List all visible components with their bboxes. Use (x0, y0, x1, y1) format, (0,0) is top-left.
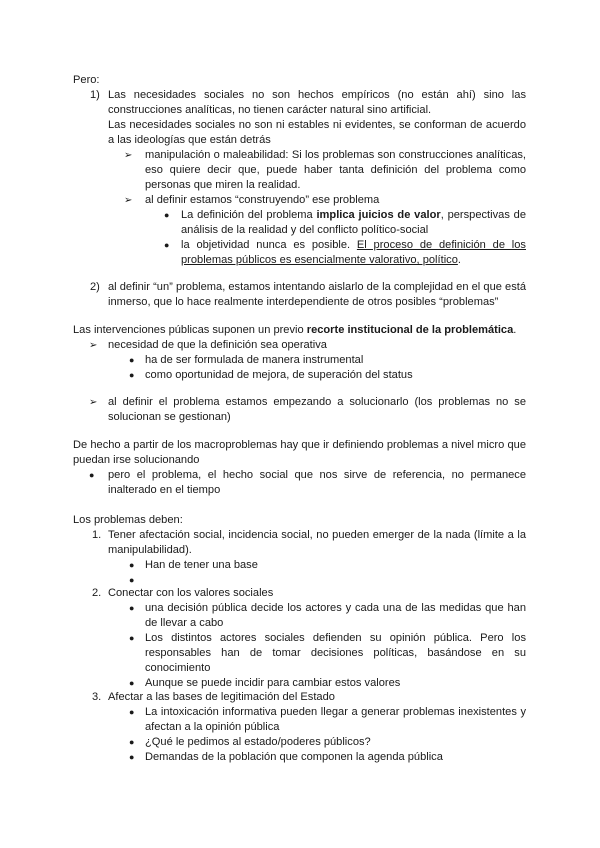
paragraph-line: Conectar con los valores sociales (108, 587, 274, 599)
paragraph-line: ¿Qué le pedimos al estado/poderes públicos? (145, 736, 371, 748)
paragraph-line: Han de tener una base (145, 559, 258, 571)
bullet-icon: ● (129, 737, 135, 747)
paragraph-line: De hecho a partir de los macroproblemas hay que ir definiendo problemas a nivel micro que (73, 439, 526, 451)
list-number: 2. (92, 587, 102, 599)
paragraph-line: manipulabilidad). (108, 544, 192, 556)
bullet-icon: ● (129, 707, 135, 717)
bullet-icon: ● (164, 240, 170, 250)
paragraph-line: Tener afectación social, incidencia social, no pueden emerger de la nada (límite a la (108, 529, 526, 541)
list-number: 1) (90, 89, 100, 101)
paragraph-line: construcciones analíticas, no tienen carácter natural sino artificial. (108, 104, 432, 116)
paragraph-line: ha de ser formulada de manera instrumental (145, 354, 364, 366)
intro-text: Pero: (73, 74, 100, 86)
paragraph-line: Los distintos actores sociales defienden su opinión pública. Pero los (145, 632, 526, 644)
paragraph-line: pero el problema, el hecho social que nos sirve de referencia, no permanece (108, 469, 526, 481)
arrow-bullet-icon: ➢ (89, 340, 98, 351)
paragraph-line: la objetividad nunca es posible. El proceso de definición de los (181, 239, 526, 251)
arrow-bullet-icon: ➢ (124, 195, 133, 206)
list-number: 3. (92, 691, 102, 703)
paragraph-line: Los problemas deben: (73, 514, 183, 526)
paragraph-line: La intoxicación informativa pueden llegar a generar problemas inexistentes y (145, 706, 526, 718)
bullet-icon: ● (89, 470, 95, 480)
bullet-icon: ● (129, 752, 135, 762)
paragraph-line: eso quiere decir que, puede haber tanta definición del problema como (145, 164, 526, 176)
paragraph-line: responsables han de tomar decisiones políticas, basándose en su (145, 647, 526, 659)
arrow-bullet-icon: ➢ (124, 150, 133, 161)
paragraph-line: a las ideologías que están detrás (108, 134, 271, 146)
paragraph-line: una decisión pública decide los actores y cada una de las medidas que han (145, 602, 526, 614)
paragraph-line: como oportunidad de mejora, de superación del status (145, 369, 413, 381)
paragraph-line: al definir estamos “construyendo” ese problema (145, 194, 380, 206)
paragraph-line: Las necesidades sociales no son hechos empíricos (no están ahí) sino las (108, 89, 526, 101)
arrow-bullet-icon: ➢ (89, 397, 98, 408)
paragraph-line: Las intervenciones públicas suponen un previo recorte institucional de la problemática. (73, 324, 517, 336)
paragraph-line: personas que miren la realidad. (145, 179, 301, 191)
bullet-icon: ● (129, 575, 135, 585)
bullet-icon: ● (129, 560, 135, 570)
list-number: 1. (92, 529, 102, 541)
paragraph-line: puedan irse solucionando (73, 454, 200, 466)
bullet-icon: ● (129, 633, 135, 643)
paragraph-line: necesidad de que la definición sea operativa (108, 339, 327, 351)
paragraph-line: La definición del problema implica juicios de valor, perspectivas de (181, 209, 526, 221)
paragraph-line: de llevar a cabo (145, 617, 224, 629)
paragraph-line: Las necesidades sociales no son ni estables ni evidentes, se conforman de acuerdo (108, 119, 526, 131)
paragraph-line: problemas públicos es esencialmente valorativo, político. (181, 254, 461, 266)
bullet-icon: ● (129, 370, 135, 380)
paragraph-line: conocimiento (145, 662, 211, 674)
paragraph-line: Aunque se puede incidir para cambiar estos valores (145, 677, 401, 689)
paragraph-line: manipulación o maleabilidad: Si los problemas son construcciones analíticas, (145, 149, 526, 161)
paragraph-line: Demandas de la población que componen la agenda pública (145, 751, 443, 763)
paragraph-line: afectan a la opinión pública (145, 721, 280, 733)
list-number: 2) (90, 281, 100, 293)
paragraph-line: al definir “un” problema, estamos intentando aislarlo de la complejidad en el que está (108, 281, 526, 293)
paragraph-line: solucionan se gestionan) (108, 411, 231, 423)
paragraph-line: Afectar a las bases de legitimación del Estado (108, 691, 335, 703)
paragraph-line: análisis de la realidad y del conflicto político-social (181, 224, 429, 236)
bullet-icon: ● (164, 210, 170, 220)
paragraph-line: inalterado en el tiempo (108, 484, 221, 496)
bullet-icon: ● (129, 355, 135, 365)
bullet-icon: ● (129, 603, 135, 613)
paragraph-line: al definir el problema estamos empezando a solucionarlo (los problemas no se (108, 396, 526, 408)
bullet-icon: ● (129, 678, 135, 688)
paragraph-line: inmerso, que lo hace realmente interdependiente de otros posibles “problemas” (108, 296, 499, 308)
